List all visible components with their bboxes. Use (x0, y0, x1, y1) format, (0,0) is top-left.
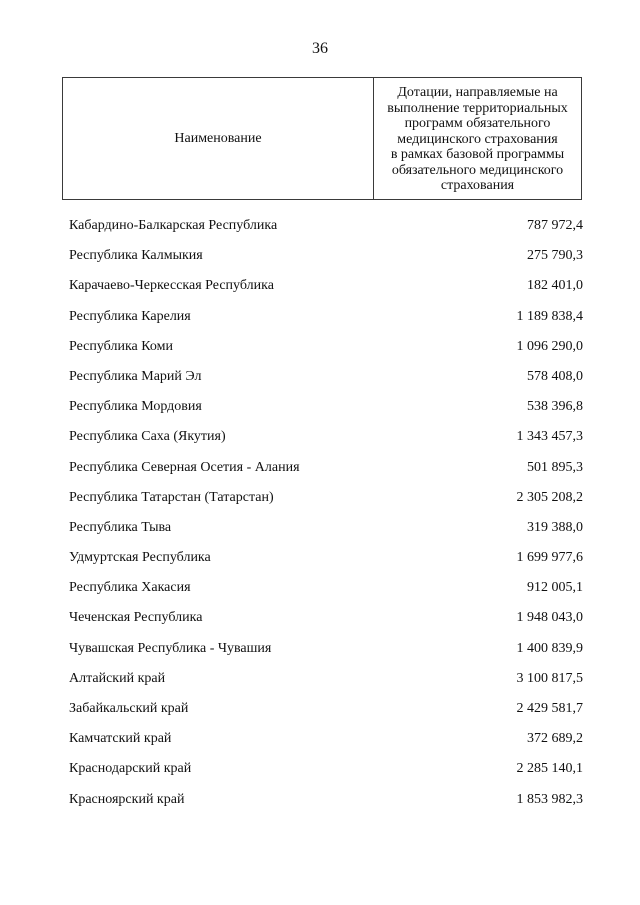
table-header (62, 77, 582, 200)
subsidy-value: 787 972,4 (527, 218, 583, 233)
region-name: Республика Коми (69, 338, 173, 354)
column-header-value-line: программ обязательного (404, 116, 551, 132)
subsidy-value: 1 343 457,3 (516, 429, 583, 445)
table-row (69, 276, 583, 306)
region-name: Республика Карелия (69, 308, 191, 324)
table-row (69, 699, 583, 729)
table-row (69, 548, 583, 578)
table-row (69, 578, 583, 608)
subsidy-value: 1 853 982,3 (516, 791, 583, 807)
column-header-value-line: медицинского страхования (397, 131, 558, 147)
subsidy-value: 1 096 290,0 (516, 338, 583, 354)
table-row (69, 639, 583, 669)
subsidy-value: 275 790,3 (527, 248, 583, 264)
subsidy-value: 1 400 839,9 (516, 640, 583, 656)
table-row (69, 759, 583, 789)
table-row (69, 729, 583, 759)
region-name: Республика Мордовия (69, 399, 202, 415)
column-header-name-label: Наименование (174, 130, 262, 146)
region-name: Республика Саха (Якутия) (69, 429, 226, 445)
subsidy-value: 1 699 977,6 (516, 550, 583, 566)
region-name: Карачаево-Черкесская Республика (69, 278, 274, 294)
page-number: 36 (312, 40, 328, 57)
table-body (69, 216, 583, 820)
region-name: Республика Северная Осетия - Алания (69, 459, 300, 475)
region-name: Алтайский край (69, 670, 166, 686)
region-name: Республика Тыва (69, 519, 172, 535)
subsidy-value: 372 689,2 (527, 731, 583, 747)
subsidy-value: 182 401,0 (527, 278, 583, 294)
subsidy-value: 319 388,0 (527, 519, 583, 535)
region-name: Кабардино-Балкарская Республика (69, 218, 278, 233)
table-row (69, 458, 583, 488)
table-row (69, 337, 583, 367)
table-row (69, 518, 583, 548)
table-row (69, 790, 583, 820)
subsidy-value: 1 948 043,0 (516, 610, 583, 626)
table-row (69, 427, 583, 457)
column-header-value-line: страхования (440, 178, 515, 194)
region-name: Республика Марий Эл (69, 368, 202, 384)
subsidy-value: 2 429 581,7 (516, 701, 583, 716)
column-header-value-line: Дотации, направляемые на (397, 85, 558, 101)
table-row (69, 246, 583, 276)
region-name: Забайкальский край (69, 701, 189, 716)
column-header-value-line: в рамках базовой программы (390, 147, 565, 163)
table-row (69, 367, 583, 397)
subsidy-value: 3 100 817,5 (516, 670, 583, 686)
subsidy-value: 1 189 838,4 (516, 308, 583, 324)
region-name: Удмуртская Республика (69, 550, 211, 566)
subsidy-value: 501 895,3 (527, 459, 583, 475)
region-name: Чувашская Республика - Чувашия (69, 640, 272, 656)
column-header-value-line: выполнение территориальных (387, 100, 568, 116)
table-row (69, 488, 583, 518)
subsidy-value: 538 396,8 (527, 399, 583, 415)
subsidy-value: 2 285 140,1 (516, 761, 583, 777)
column-header-value-line: обязательного медицинского (391, 162, 564, 178)
region-name: Камчатский край (69, 731, 172, 747)
subsidy-value: 912 005,1 (527, 580, 583, 596)
subsidy-value: 578 408,0 (527, 368, 583, 384)
column-header-value (374, 78, 581, 199)
region-name: Красноярский край (69, 791, 185, 807)
region-name: Республика Татарстан (Татарстан) (69, 489, 274, 505)
table-row (69, 307, 583, 337)
subsidy-value: 2 305 208,2 (516, 489, 583, 505)
region-name: Краснодарский край (69, 761, 192, 777)
region-name: Республика Хакасия (69, 580, 191, 596)
table-row (69, 669, 583, 699)
region-name: Республика Калмыкия (69, 248, 203, 264)
table-row (69, 216, 583, 246)
region-name: Чеченская Республика (69, 610, 203, 626)
column-header-name (63, 78, 374, 199)
table-row (69, 397, 583, 427)
table-row (69, 608, 583, 638)
